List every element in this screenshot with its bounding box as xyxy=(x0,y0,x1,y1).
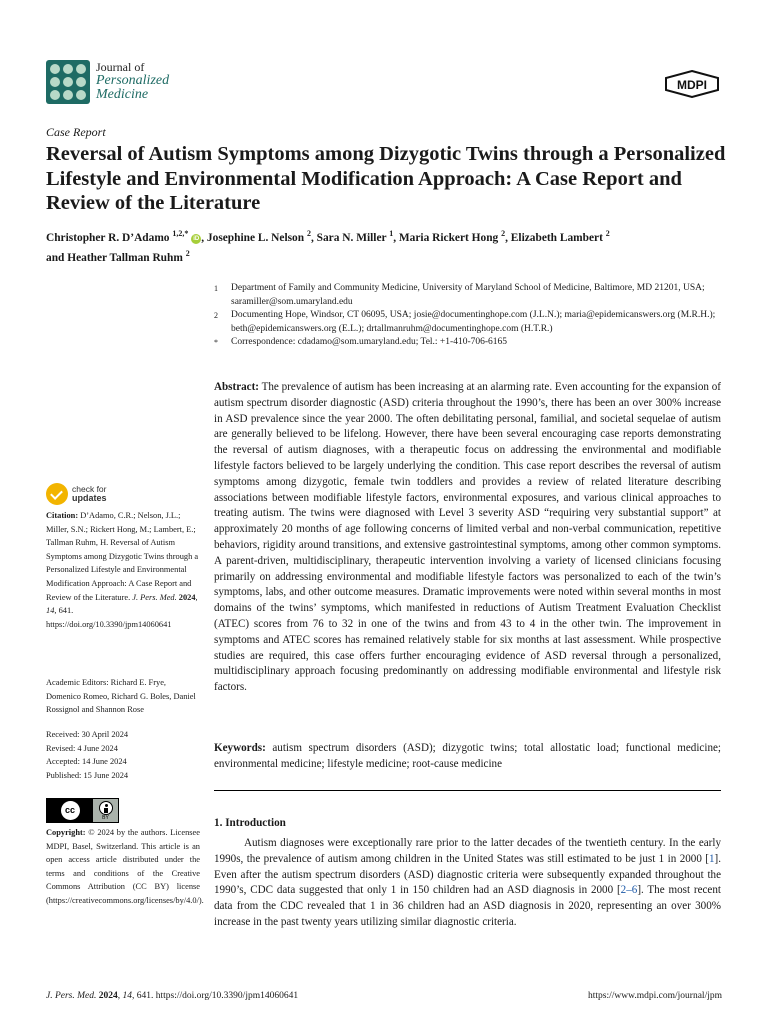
date-received: Received: 30 April 2024 xyxy=(46,730,129,739)
footer-citation: J. Pers. Med. 2024, 14, 641. https://doi.org/10.3390/jpm14060641 xyxy=(46,991,299,1001)
intro-paragraph xyxy=(214,836,721,931)
citation-year: 2024 xyxy=(178,592,196,602)
keywords xyxy=(214,741,721,773)
orcid-icon[interactable]: iD xyxy=(193,235,200,242)
affiliation-item xyxy=(214,309,724,336)
footer-doi[interactable]: , 641. https://doi.org/10.3390/jpm14060641 xyxy=(132,991,299,1001)
author-affiliation-mark: 2 xyxy=(501,229,506,238)
affiliation-item xyxy=(214,336,724,350)
author-affiliation-mark: 2 xyxy=(185,248,190,258)
by-label: BY xyxy=(102,814,109,821)
journal-logo-icon xyxy=(46,60,90,104)
footer-journal-url[interactable]: https://www.mdpi.com/journal/jpm xyxy=(588,991,722,1001)
check-updates-line1: check for xyxy=(72,484,107,494)
check-updates-line2: updates xyxy=(72,493,107,503)
affiliation-text: Department of Family and Community Medicine, University of Maryland School of Medicine, Baltimore, MD 21201, USA; saramiller@som.umaryland.edu xyxy=(231,283,705,307)
citation-doi[interactable]: , 641. https://doi.org/10.3390/jpm14060641 xyxy=(46,606,172,629)
person-icon xyxy=(99,801,113,815)
journal-name xyxy=(96,60,169,102)
cc-icon: cc xyxy=(61,801,80,820)
footer-journal: J. Pers. Med. xyxy=(46,991,97,1001)
affiliations xyxy=(214,282,724,350)
date-revised: Revised: 4 June 2024 xyxy=(46,743,118,753)
affiliation-text: Correspondence: cdadamo@som.umaryland.edu; Tel.: +1-410-706-6165 xyxy=(231,337,508,347)
mdpi-logo[interactable] xyxy=(664,70,720,98)
affiliation-mark: 2 xyxy=(214,311,218,320)
affiliation-mark: * xyxy=(214,338,218,347)
journal-name-line1: Personalized xyxy=(96,73,170,88)
author-name[interactable]: , Josephine L. Nelson xyxy=(201,231,305,244)
affiliation-mark: 1 xyxy=(214,284,218,293)
abstract xyxy=(214,380,721,696)
intro-text: ]. Even after the autism spectrum disorders (ASD) diagnostic criteria were subsequently expanded throughout the 1990’s, CDC data suggested that only 1 in 150 children had an ASD diagnosis in 2000 [ xyxy=(214,852,721,897)
author-list xyxy=(46,226,736,266)
citation-label: Citation: xyxy=(46,511,79,520)
by-attribution xyxy=(93,799,118,822)
section-heading: 1. Introduction xyxy=(214,817,286,829)
affiliation-item xyxy=(214,282,724,309)
author-affiliation-mark: 2 xyxy=(605,229,610,238)
abstract-text: The prevalence of autism has been increasing at an alarming rate. Even accounting for the expansion of autism spectrum disorder diagnostic (ASD) criteria throughout the 1990’s, there has been an over 300% increase in ASD prevalence since the year 2000. The often debilitating personal, familial, and societal sequelae of autism are generally believed to be lifelong. However, there have been several encouraging case reports demonstrating the reversal of autism diagnoses, with a therapeutic focus on addressing the environmental and modifiable lifestyle factors believed to be largely underlying the condition. This case report describes the reversal of autism symptoms among dizygotic, female twin toddlers and provides a review of related literature describing associations between modifiable lifestyle factors, environmental exposures, and various clinical approaches to treating autism. The twins were diagnosed with Level 3 severity ASD “requiring very substantial support” at approximately 20 months of age following concerns of limited verbal and non-verbal communication, repetitive behaviors, rigidity around transitions, and extensive gastrointestinal symptoms, among other common symptoms. A parent-driven, multidisciplinary, therapeutic intervention involving a variety of licensed clinicians focusing primarily on addressing environmental and modifiable lifestyle factors was personalized to each of the twin’s symptoms, labs, and other outcome measures. Dramatic improvements were noted within several months in most domains of the twins’ symptoms, which manifested in reductions of Autism Treatment Evaluation Checklist (ATEC) scores from 76 to 32 in one of the twins and from 43 to 4 in the other twin. The improvement in symptoms and ATEC scores has remained relatively stable for six months at last assessment. While prospective studies are required, this case offers further encouraging evidence of ASD reversal through a personalized, multidisciplinary approach focusing predominantly on addressing modifiable environmental and lifestyle risk factors. xyxy=(214,381,722,694)
author-name[interactable]: , Maria Rickert Hong xyxy=(393,231,499,244)
journal-name-line2: Medicine xyxy=(96,87,149,102)
check-for-updates-button[interactable] xyxy=(46,483,107,505)
reference-link[interactable]: 2–6 xyxy=(620,884,638,897)
intro-text: ]. The most recent data from the CDC revealed that 1 in 36 children had an ASD diagnosis in 2020, representing an over 300% increase in the past twenty years utilizing similar diagnostic criteria. xyxy=(214,884,721,928)
academic-editors: Academic Editors: Richard E. Frye, Domenico Romeo, Richard G. Boles, Daniel Rossignol and Shannon Rose xyxy=(46,678,196,715)
citation-volume: 14 xyxy=(46,606,55,616)
affiliation-text: Documenting Hope, Windsor, CT 06095, USA; josie@documentinghope.com (J.L.N.); maria@epidemicanswers.org (M.R.H.); beth@epidemicanswers.org (E.L.); drtallmanruhm@documentinghope.com (H.T.R.) xyxy=(231,310,716,334)
cc-logo xyxy=(47,799,93,822)
abstract-label: Abstract: xyxy=(214,381,259,393)
author-name[interactable]: , Sara N. Miller xyxy=(310,231,387,244)
date-published: Published: 15 June 2024 xyxy=(46,770,129,780)
reference-link[interactable]: 1 xyxy=(708,852,715,865)
article-type: Case Report xyxy=(46,125,106,139)
author-name[interactable]: and Heather Tallman Ruhm xyxy=(46,251,183,264)
author-affiliation-mark: 1,2,* xyxy=(172,229,189,238)
author-affiliation-mark: 2 xyxy=(306,229,311,238)
keywords-label: Keywords: xyxy=(214,742,266,754)
journal-logo[interactable] xyxy=(46,60,169,104)
author-affiliation-mark: 1 xyxy=(389,229,394,238)
section-divider xyxy=(214,790,721,791)
keywords-text: autism spectrum disorders (ASD); dizygotic twins; total allostatic load; functional medicine; environmental medicine; lifestyle medicine; root-cause medicine xyxy=(214,742,721,770)
copyright-label: Copyright: xyxy=(46,828,86,837)
publication-dates xyxy=(46,728,200,782)
article-title: Reversal of Autism Symptoms among Dizygotic Twins through a Personalized Lifestyle and Environmental Modification Approach: A Case Report and Review of the Literature xyxy=(46,143,726,214)
journal-name-of: Journal of xyxy=(96,60,145,74)
cc-by-license-badge[interactable] xyxy=(46,798,119,823)
copyright-text: © 2024 by the authors. Licensee MDPI, Basel, Switzerland. This article is an open access article distributed under the terms and conditions of the Creative Commons Attribution (CC BY) license (https://creativecommons.org/licenses/by/4.0/). xyxy=(46,828,204,905)
intro-text: Autism diagnoses were exceptionally rare prior to the latter decades of the twentieth century. In the early 1990s, the prevalence of autism among children in the United States was still estimated to be just 1 in 2000 [ xyxy=(214,837,721,865)
check-updates-icon xyxy=(46,483,68,505)
mdpi-logo-text: MDPI xyxy=(677,78,707,92)
author-name[interactable]: , Elizabeth Lambert xyxy=(505,231,603,244)
author-name[interactable]: Christopher R. D’Adamo xyxy=(46,231,170,244)
copyright-notice xyxy=(46,826,204,908)
citation-journal: J. Pers. Med. xyxy=(132,592,177,602)
date-accepted: Accepted: 14 June 2024 xyxy=(46,757,127,767)
citation-text: D’Adamo, C.R.; Nelson, J.L.; Miller, S.N.; Rickert Hong, M.; Lambert, E.; Tallman Ruhm, H. Reversal of Autism Symptoms among Dizygotic Twins through a Personalized Lifestyle and Environmental Modification Approach: A Case Report and Review of the Literature. xyxy=(46,511,199,602)
footer-volume: 14 xyxy=(122,991,133,1001)
check-updates-label xyxy=(72,485,107,503)
footer-year: 2024 xyxy=(98,991,118,1001)
citation: Citation: D’Adamo, C.R.; Nelson, J.L.; Miller, S.N.; Rickert Hong, M.; Lambert, E.; Tallman Ruhm, H. Reversal of Autism Symptoms among Dizygotic Twins through a Personalized Lifestyle and Environmental Modification Approach: A Case Report and Review of the Literature. J. Pers. Med. 2024, 14, 641. https://doi.org/10.3390/jpm14060641 xyxy=(46,511,199,629)
